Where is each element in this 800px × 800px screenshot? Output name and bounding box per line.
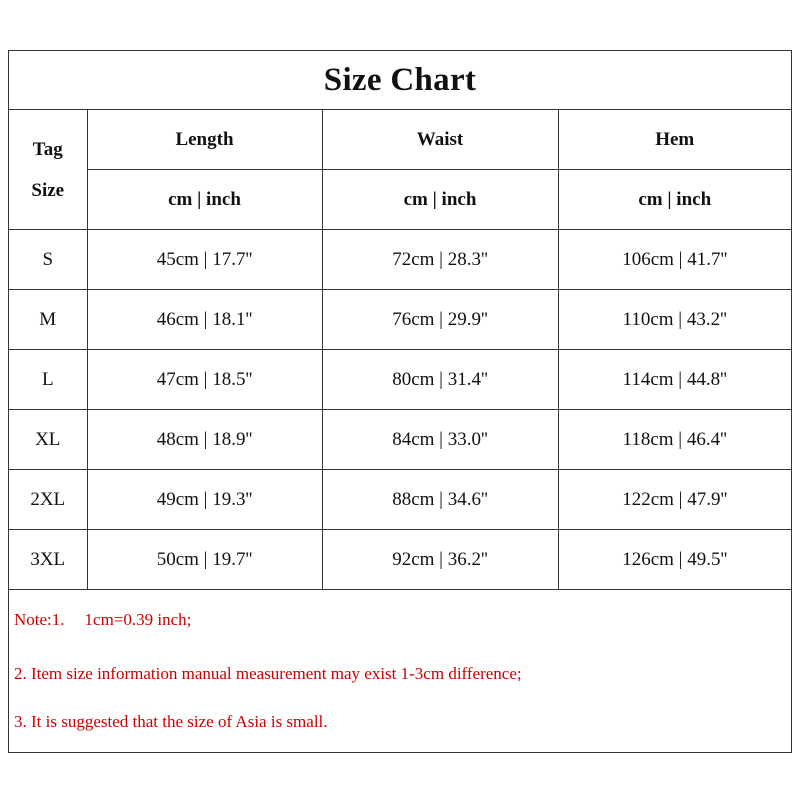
- hem-cell: 122cm | 47.9'': [558, 470, 791, 530]
- header-row: [9, 110, 791, 170]
- waist-cell: 84cm | 33.0'': [322, 410, 558, 470]
- size-cell: 3XL: [9, 530, 87, 590]
- waist-units: cm | inch: [322, 170, 558, 230]
- size-chart: [8, 50, 792, 753]
- size-table: [9, 110, 791, 590]
- size-cell: L: [9, 350, 87, 410]
- units-row: [9, 170, 791, 230]
- hem-header: Hem: [558, 110, 791, 170]
- length-cell: 47cm | 18.5'': [87, 350, 322, 410]
- tag-size-header: [9, 110, 87, 230]
- length-cell: 48cm | 18.9'': [87, 410, 322, 470]
- notes-section: [9, 590, 791, 746]
- tag-label: Tag: [32, 138, 63, 160]
- hem-cell: 126cm | 49.5'': [558, 530, 791, 590]
- hem-units: cm | inch: [558, 170, 791, 230]
- note-3: 3. It is suggested that the size of Asia is small.: [14, 712, 328, 731]
- waist-cell: 80cm | 31.4'': [322, 350, 558, 410]
- waist-cell: 88cm | 34.6'': [322, 470, 558, 530]
- size-label: Size: [31, 179, 65, 201]
- waist-cell: 92cm | 36.2'': [322, 530, 558, 590]
- length-cell: 46cm | 18.1'': [87, 290, 322, 350]
- hem-cell: 110cm | 43.2'': [558, 290, 791, 350]
- table-row: [9, 350, 791, 410]
- length-units: cm | inch: [87, 170, 322, 230]
- note-1: [14, 590, 791, 650]
- hem-cell: 114cm | 44.8'': [558, 350, 791, 410]
- size-cell: M: [9, 290, 87, 350]
- table-row: [9, 470, 791, 530]
- note-1-prefix: Note:1.: [14, 610, 65, 629]
- size-cell: 2XL: [9, 470, 87, 530]
- waist-header: Waist: [322, 110, 558, 170]
- length-cell: 49cm | 19.3'': [87, 470, 322, 530]
- table-row: [9, 410, 791, 470]
- waist-cell: 76cm | 29.9'': [322, 290, 558, 350]
- table-row: [9, 230, 791, 290]
- table-row: [9, 530, 791, 590]
- chart-title: Size Chart: [9, 51, 791, 110]
- hem-cell: 118cm | 46.4'': [558, 410, 791, 470]
- waist-cell: 72cm | 28.3'': [322, 230, 558, 290]
- size-cell: XL: [9, 410, 87, 470]
- length-cell: 45cm | 17.7'': [87, 230, 322, 290]
- note-1-text: 1cm=0.39 inch;: [84, 610, 192, 629]
- table-row: [9, 290, 791, 350]
- length-header: Length: [87, 110, 322, 170]
- hem-cell: 106cm | 41.7'': [558, 230, 791, 290]
- length-cell: 50cm | 19.7'': [87, 530, 322, 590]
- note-2: 2. Item size information manual measurement may exist 1-3cm difference;: [14, 664, 522, 683]
- size-cell: S: [9, 230, 87, 290]
